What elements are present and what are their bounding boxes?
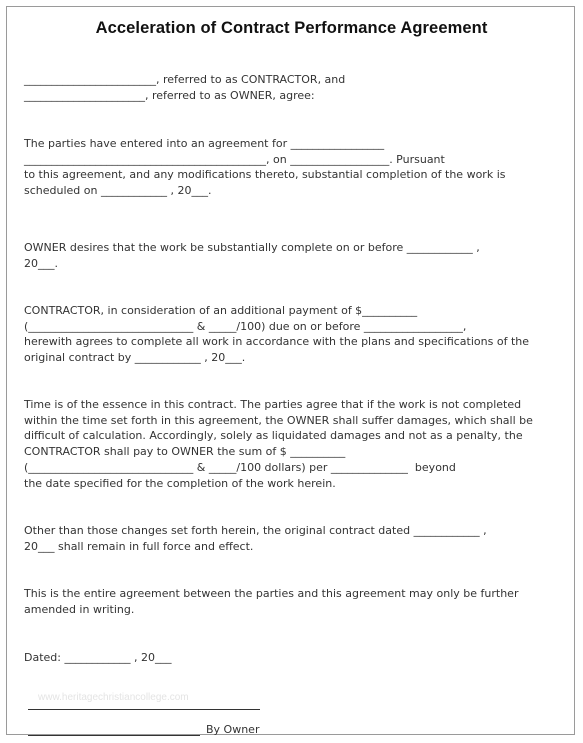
- parties-paragraph: [24, 72, 559, 103]
- text-line: (______________________________ & _____/100) due on or before __________________,: [24, 319, 467, 333]
- signature-line-owner: [28, 735, 200, 736]
- text-line: the date specified for the completion of the work herein.: [24, 476, 336, 490]
- contractor-payment-paragraph: [24, 303, 559, 366]
- essence-paragraph: [24, 397, 559, 491]
- entire-agreement-paragraph: [24, 586, 559, 617]
- text-line: original contract by ____________ , 20___.: [24, 351, 246, 365]
- document-title: Acceleration of Contract Performance Agreement: [95, 19, 488, 37]
- text-line: ______________________, referred to as OWNER, agree:: [24, 88, 315, 102]
- text-line: within the time set forth in this agreement, the OWNER shall suffer damages, which shall be: [24, 413, 533, 427]
- text-line: scheduled on ____________ , 20___.: [24, 184, 212, 198]
- dated-text: Dated: ____________ , 20___: [24, 651, 172, 664]
- text-line: OWNER desires that the work be substantially complete on or before ____________ ,: [24, 241, 480, 254]
- text-line: herewith agrees to complete all work in accordance with the plans and specifications of the: [24, 335, 530, 349]
- text-line: ____________________________________________, on __________________. Pursuant: [24, 152, 445, 166]
- text-line: ________________________, referred to as CONTRACTOR, and: [24, 73, 346, 86]
- text-line: to this agreement, and any modifications thereto, substantial completion of the work is: [24, 168, 506, 182]
- watermark-text: www.heritagechristiancollege.com: [38, 692, 189, 703]
- dated-line: [24, 650, 559, 666]
- text-line: amended in writing.: [24, 602, 135, 616]
- text-line: Time is of the essence in this contract. The parties agree that if the work is not completed: [24, 398, 522, 411]
- text-line: The parties have entered into an agreement for _________________: [24, 137, 385, 150]
- by-owner-label: By Owner: [206, 723, 260, 736]
- text-line: This is the entire agreement between the parties and this agreement may only be further: [24, 587, 519, 600]
- text-line: CONTRACTOR, in consideration of an additional payment of $__________: [24, 304, 418, 317]
- text-line: (______________________________ & _____/100 dollars) per ______________ beyond: [24, 460, 456, 474]
- text-line: 20___.: [24, 256, 58, 270]
- text-line: Other than those changes set forth herein, the original contract dated ____________ ,: [24, 524, 487, 537]
- owner-desire-paragraph: [24, 240, 559, 271]
- signature-line-contractor: [28, 709, 260, 710]
- changes-paragraph: [24, 523, 559, 554]
- text-line: 20___ shall remain in full force and effect.: [24, 539, 254, 553]
- text-line: difficult of calculation. Accordingly, solely as liquidated damages and not as a penalty, the: [24, 429, 523, 443]
- agreement-paragraph: [24, 136, 559, 199]
- document-frame: [6, 6, 575, 735]
- text-line: CONTRACTOR shall pay to OWNER the sum of $ __________: [24, 445, 346, 459]
